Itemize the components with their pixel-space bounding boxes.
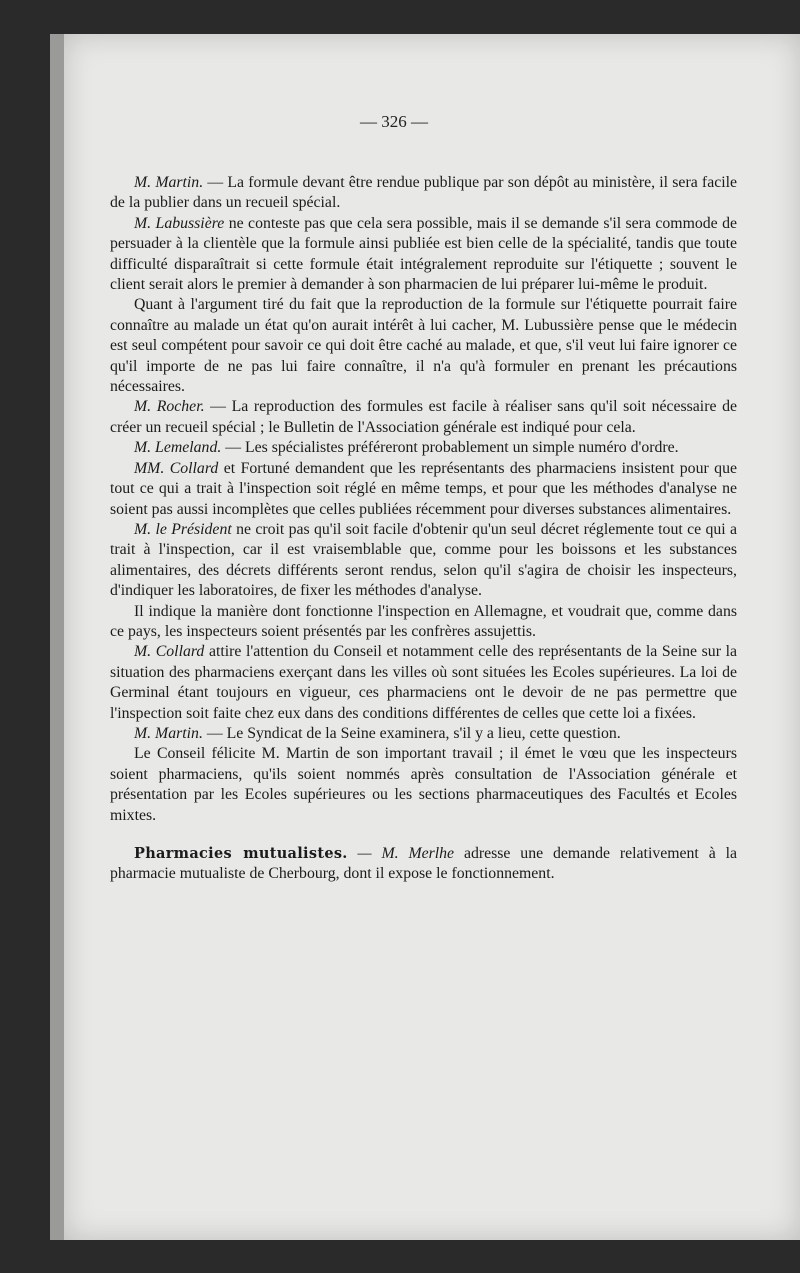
paragraph-text: et Fortuné demandent que les représentants des pharmaciens insistent pour que tout ce qui a trait à l'inspection soit réglé en même temps, et pour que les méthodes d'analyse ne soient pas aussi incomplètes que celles publiées récemment pour diverses substances alimentaires. — [110, 459, 737, 518]
paragraph-text: adresse une demande relativement à la pharmacie mutualiste de Cherbourg, dont il expose le fonctionnement. — [110, 845, 737, 883]
paragraph-text: attire l'attention du Conseil et notamment celle des représentants de la Seine sur la situation des pharmaciens exerçant dans les villes où sont situées les Ecoles supérieures. La loi de Germinal étant toujours en vigueur, ces pharmaciens ont le devoir de ne pas permettre que l'inspection soit faite chez eux dans des conditions différentes de celles que cette loi a fixées. — [110, 643, 737, 722]
paragraph — [110, 295, 737, 397]
speaker-name: MM. Collard — [134, 459, 219, 477]
paragraph — [110, 642, 737, 724]
paragraph-text: Il indique la manière dont fonctionne l'inspection en Allemagne, et voudrait que, comme dans ce pays, les inspecteurs soient présentés par les confrères assujettis. — [110, 602, 737, 640]
speaker-name: — M. Merlhe — [347, 845, 455, 862]
speaker-name: M. Martin. — [134, 724, 203, 742]
paragraph — [110, 173, 737, 214]
page-number: — 326 — — [360, 112, 428, 131]
paragraph — [110, 520, 737, 602]
speaker-name: M. le Président — [134, 520, 232, 538]
body-text — [110, 173, 737, 885]
paragraph-text: Le Conseil félicite M. Martin de son important travail ; il émet le vœu que les inspecteurs soient pharmaciens, qu'ils soient nommés après consultation de l'Association générale et présentation par les Ecoles supérieures ou les sections pharmaceutiques des Facultés et Ecoles mixtes. — [110, 745, 737, 824]
paragraph-text: ne conteste pas que cela sera possible, mais il se demande s'il sera commode de persuader à la clientèle que la formule ainsi publiée est bien celle de la spécialité, tandis que toute difficulté disparaîtrait si cette formule était intégralement reproduite sur l'étiquette ; souvent le client serait alors le premier à demander à son pharmacien de lui préparer lui-même le produit. — [110, 214, 738, 294]
speaker-name: M. Martin. — [134, 174, 204, 191]
paragraph — [110, 602, 737, 643]
paragraph — [110, 214, 737, 296]
paragraph — [110, 744, 737, 826]
speaker-name: M. Labussière — [134, 214, 225, 232]
paragraph-text: — La formule devant être rendue publique par son dépôt au ministère, il sera facile de la publier dans un recueil spécial. — [110, 174, 738, 212]
paragraph — [110, 397, 737, 438]
paragraph-text: — La reproduction des formules est facile à réaliser sans qu'il soit nécessaire de créer un recueil spécial ; le Bulletin de l'Association générale est indiqué pour cela. — [110, 398, 737, 436]
paragraph-text: ne croit pas qu'il soit facile d'obtenir qu'un seul décret réglemente tout ce qui a trait à l'inspection, car il est vraisemblable que, comme pour les boissons et les substances alimentaires, des décrets différents seront rendus, selon qu'il s'agira de choisir les inspecteurs, d'indiquer les laboratoires, de fixer les méthodes d'analyse. — [110, 520, 737, 600]
paragraph — [110, 438, 737, 458]
speaker-name: M. Lemeland. — [134, 439, 222, 457]
paragraph — [110, 459, 737, 520]
section-paragraph — [110, 844, 737, 885]
paragraph-text: Quant à l'argument tiré du fait que la reproduction de la formule sur l'étiquette pourrait faire connaître au malade un état qu'on aurait intérêt à lui cacher, M. Lubussière pense que le médecin est seul compétent pour savoir ce qui doit être caché au malade, et que, s'il veut lui faire ignorer ce qu'il importe de ne pas lui faire connaître, il n'a qu'à formuler en prenant les précautions nécessaires. — [110, 296, 737, 396]
paragraph — [110, 724, 737, 744]
speaker-name: M. Collard — [134, 643, 205, 661]
paragraph-text: — Les spécialistes préféreront probablement un simple numéro d'ordre. — [221, 439, 679, 457]
speaker-name: M. Rocher. — [134, 398, 205, 416]
paragraph-text: — Le Syndicat de la Seine examinera, s'il y a lieu, cette question. — [202, 724, 621, 742]
section-heading: Pharmacies mutualistes. — [134, 845, 348, 862]
